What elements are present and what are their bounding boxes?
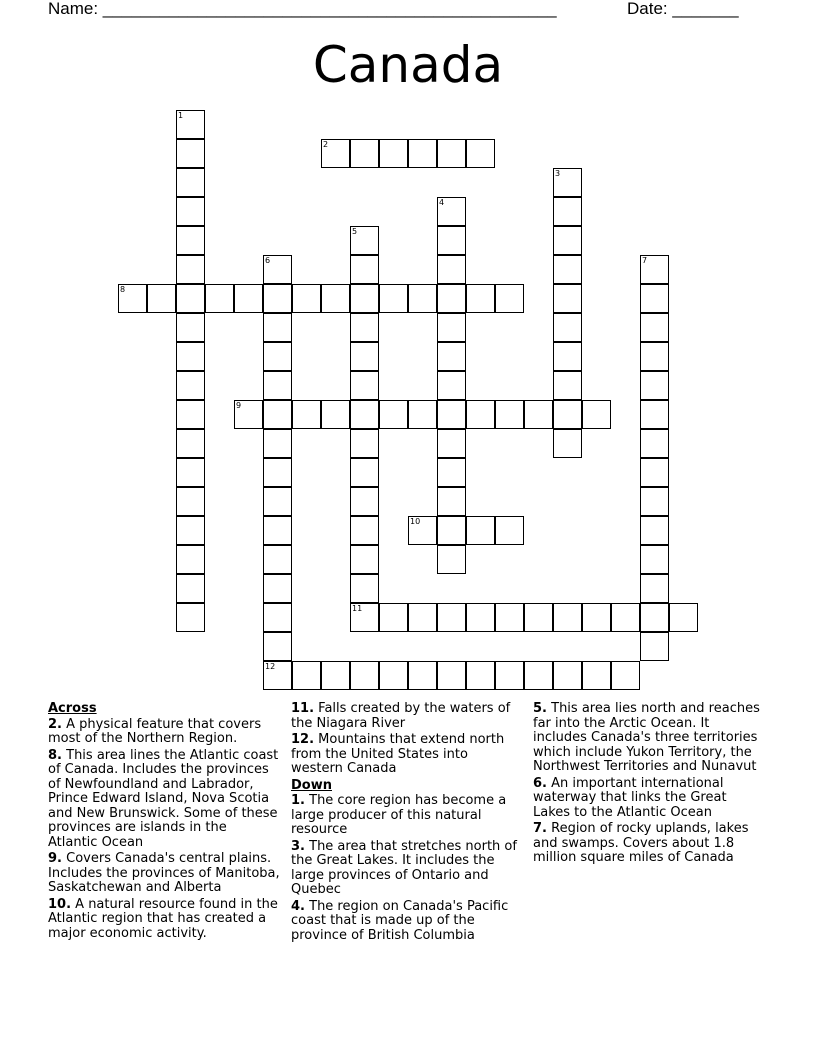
grid-cell[interactable] (553, 284, 582, 313)
grid-cell[interactable] (292, 400, 321, 429)
grid-cell[interactable] (495, 661, 524, 690)
grid-cell[interactable] (350, 313, 379, 342)
grid-cell[interactable] (437, 458, 466, 487)
grid-cell[interactable] (379, 661, 408, 690)
clue-text: This area lies north and reaches far into the Arctic Ocean. It includes Canada's three territories which include Yukon Territory, the Northwest Territories and Nunavut (533, 701, 760, 774)
grid-cell[interactable] (640, 429, 669, 458)
grid-cell[interactable] (350, 545, 379, 574)
grid-cell[interactable] (437, 255, 466, 284)
grid-cell[interactable] (640, 545, 669, 574)
clue-number-label: 5 (352, 227, 358, 236)
grid-cell[interactable] (321, 661, 350, 690)
clue-number-label: 7 (642, 256, 648, 265)
grid-cell[interactable] (263, 313, 292, 342)
grid-cell[interactable] (147, 284, 176, 313)
grid-cell[interactable] (553, 661, 582, 690)
grid-cell[interactable] (176, 342, 205, 371)
grid-cell[interactable] (176, 429, 205, 458)
grid-cell[interactable] (582, 603, 611, 632)
grid-cell[interactable] (437, 342, 466, 371)
grid-cell[interactable] (466, 400, 495, 429)
grid-cell[interactable] (176, 284, 205, 313)
grid-cell[interactable] (263, 284, 292, 313)
clue-text: Region of rocky uplands, lakes and swamps. Covers about 1.8 million square miles of Canada (533, 821, 749, 865)
grid-cell[interactable] (553, 342, 582, 371)
grid-cell[interactable] (350, 139, 379, 168)
grid-cell[interactable] (466, 661, 495, 690)
clue-item (48, 898, 280, 942)
clue-number-label: 3 (555, 169, 561, 178)
grid-cell[interactable] (321, 400, 350, 429)
grid-cell[interactable] (553, 603, 582, 632)
grid-cell[interactable] (408, 661, 437, 690)
grid-cell[interactable] (640, 342, 669, 371)
clue-number: 6. (533, 775, 547, 791)
clue-item (48, 718, 280, 747)
grid-cell[interactable] (553, 371, 582, 400)
grid-cell[interactable] (553, 197, 582, 226)
grid-cell[interactable] (263, 632, 292, 661)
clue-number-label: 6 (265, 256, 271, 265)
clue-text: The area that stretches north of the Great Lakes. It includes the large provinces of Ontario and Quebec (291, 838, 517, 897)
clue-item (533, 702, 765, 775)
grid-cell[interactable] (350, 516, 379, 545)
clue-number: 11. (291, 701, 315, 716)
grid-cell[interactable] (640, 487, 669, 516)
grid-cell[interactable] (205, 284, 234, 313)
grid-cell[interactable] (524, 603, 553, 632)
grid-cell[interactable] (408, 284, 437, 313)
grid-cell[interactable] (408, 139, 437, 168)
clue-item (48, 852, 280, 896)
grid-cell[interactable] (176, 400, 205, 429)
clue-item (533, 822, 765, 866)
clue-column-2 (291, 702, 523, 945)
grid-cell[interactable] (292, 661, 321, 690)
grid-cell[interactable] (466, 516, 495, 545)
clue-number: 5. (533, 701, 547, 716)
grid-cell[interactable] (466, 284, 495, 313)
grid-cell[interactable] (437, 400, 466, 429)
grid-cell[interactable] (437, 313, 466, 342)
clue-item (291, 794, 523, 838)
grid-cell[interactable] (553, 313, 582, 342)
grid-cell[interactable] (553, 400, 582, 429)
clue-text: Falls created by the waters of the Niagara River (291, 701, 511, 731)
grid-cell[interactable] (350, 342, 379, 371)
grid-cell[interactable] (495, 603, 524, 632)
grid-cell[interactable] (524, 400, 553, 429)
grid-cell[interactable] (350, 371, 379, 400)
grid-cell[interactable] (176, 168, 205, 197)
grid-cell[interactable] (640, 574, 669, 603)
grid-cell[interactable] (176, 139, 205, 168)
grid-cell[interactable] (176, 371, 205, 400)
grid-cell[interactable] (611, 661, 640, 690)
clue-number-label: 8 (120, 285, 126, 294)
clue-item (533, 777, 765, 821)
grid-cell[interactable] (640, 400, 669, 429)
grid-cell[interactable] (176, 255, 205, 284)
grid-cell[interactable] (176, 603, 205, 632)
clue-text: The region on Canada's Pacific coast that is made up of the province of British Columbia (291, 898, 509, 943)
grid-cell[interactable] (495, 284, 524, 313)
grid-cell[interactable] (553, 255, 582, 284)
grid-cell[interactable] (263, 371, 292, 400)
clue-text: Covers Canada's central plains. Includes the provinces of Manitoba, Saskatchewan and Alberta (48, 851, 280, 895)
grid-cell[interactable] (640, 516, 669, 545)
clue-text: A natural resource found in the Atlantic region that has created a major economic activity. (48, 896, 278, 941)
grid-cell[interactable] (437, 545, 466, 574)
grid-cell[interactable] (176, 574, 205, 603)
clue-item (291, 733, 523, 777)
clue-number: 10. (48, 896, 72, 912)
clue-item (291, 900, 523, 944)
date-field-label[interactable]: Date: _______ (627, 0, 739, 18)
clue-number: 4. (291, 898, 305, 914)
grid-cell[interactable] (350, 400, 379, 429)
grid-cell[interactable] (321, 284, 350, 313)
grid-cell[interactable] (176, 313, 205, 342)
grid-cell[interactable] (437, 139, 466, 168)
grid-cell[interactable] (437, 603, 466, 632)
grid-cell[interactable] (466, 603, 495, 632)
grid-cell[interactable] (263, 574, 292, 603)
grid-cell[interactable] (350, 458, 379, 487)
grid-cell[interactable] (176, 516, 205, 545)
down-heading: Down (291, 777, 332, 793)
clue-number: 9. (48, 851, 62, 866)
clue-text: A physical feature that covers most of the Northern Region. (48, 716, 262, 746)
grid-cell[interactable] (524, 661, 553, 690)
clue-number: 3. (291, 838, 305, 854)
grid-cell[interactable] (553, 429, 582, 458)
grid-cell[interactable] (263, 487, 292, 516)
grid-cell[interactable] (437, 487, 466, 516)
grid-cell[interactable] (350, 661, 379, 690)
grid-cell[interactable] (437, 371, 466, 400)
clue-column-3 (533, 702, 765, 868)
grid-cell[interactable] (640, 632, 669, 661)
grid-cell[interactable] (379, 139, 408, 168)
grid-cell[interactable] (176, 487, 205, 516)
grid-cell[interactable] (263, 400, 292, 429)
clue-number-label: 11 (352, 604, 363, 613)
clue-number-label: 1 (178, 111, 184, 120)
grid-cell[interactable] (669, 603, 698, 632)
grid-cell[interactable] (640, 313, 669, 342)
grid-cell[interactable] (437, 226, 466, 255)
grid-cell[interactable] (611, 603, 640, 632)
grid-cell[interactable] (640, 458, 669, 487)
clue-item (291, 840, 523, 898)
grid-cell[interactable] (408, 603, 437, 632)
clue-column-1 (48, 702, 280, 943)
grid-cell[interactable] (379, 603, 408, 632)
grid-cell[interactable] (466, 139, 495, 168)
grid-cell[interactable] (495, 516, 524, 545)
grid-cell[interactable] (263, 516, 292, 545)
grid-cell[interactable] (437, 661, 466, 690)
grid-cell[interactable] (292, 284, 321, 313)
grid-cell[interactable] (350, 429, 379, 458)
grid-cell[interactable] (495, 400, 524, 429)
grid-cell[interactable] (350, 284, 379, 313)
grid-cell[interactable] (263, 429, 292, 458)
grid-cell[interactable] (176, 197, 205, 226)
grid-cell[interactable] (263, 458, 292, 487)
clue-number: 7. (533, 821, 547, 836)
grid-cell[interactable] (350, 487, 379, 516)
clue-text: An important international waterway that links the Great Lakes to the Atlantic Ocean (533, 775, 727, 820)
grid-cell[interactable] (640, 603, 669, 632)
grid-cell[interactable] (437, 429, 466, 458)
grid-cell[interactable] (437, 284, 466, 313)
clue-number-label: 10 (410, 517, 421, 526)
grid-cell[interactable] (350, 255, 379, 284)
clue-item (291, 702, 523, 731)
clue-text: The core region has become a large producer of this natural resource (291, 793, 507, 837)
clue-number: 8. (48, 747, 62, 763)
clue-number: 12. (291, 732, 315, 747)
grid-cell[interactable] (379, 400, 408, 429)
grid-cell[interactable] (234, 284, 263, 313)
grid-cell[interactable] (176, 458, 205, 487)
clue-number: 2. (48, 716, 62, 732)
page-title: Canada (312, 36, 504, 94)
name-field-label[interactable]: Name: ________________________________________________ (48, 0, 557, 18)
clue-text: This area lines the Atlantic coast of Canada. Includes the provinces of Newfoundland and Labrador, Prince Edward Island, Nova Scotia and New Brunswick. Some of these provinces are islands in the Atlantic Ocean (48, 747, 279, 850)
clue-number-label: 2 (323, 140, 329, 149)
grid-cell[interactable] (582, 661, 611, 690)
clue-number-label: 4 (439, 198, 445, 207)
grid-cell[interactable] (263, 545, 292, 574)
grid-cell[interactable] (176, 226, 205, 255)
grid-cell[interactable] (582, 400, 611, 429)
grid-cell[interactable] (263, 603, 292, 632)
across-heading: Across (48, 701, 97, 716)
clue-number: 1. (291, 793, 305, 808)
grid-cell[interactable] (379, 284, 408, 313)
grid-cell[interactable] (640, 371, 669, 400)
clue-text: Mountains that extend north from the United States into western Canada (291, 732, 505, 776)
clue-number-label: 9 (236, 401, 242, 410)
grid-cell[interactable] (640, 284, 669, 313)
clue-number-label: 12 (265, 662, 276, 671)
grid-cell[interactable] (263, 342, 292, 371)
grid-cell[interactable] (176, 545, 205, 574)
grid-cell[interactable] (350, 574, 379, 603)
grid-cell[interactable] (437, 516, 466, 545)
grid-cell[interactable] (553, 226, 582, 255)
grid-cell[interactable] (408, 400, 437, 429)
clue-item (48, 749, 280, 851)
